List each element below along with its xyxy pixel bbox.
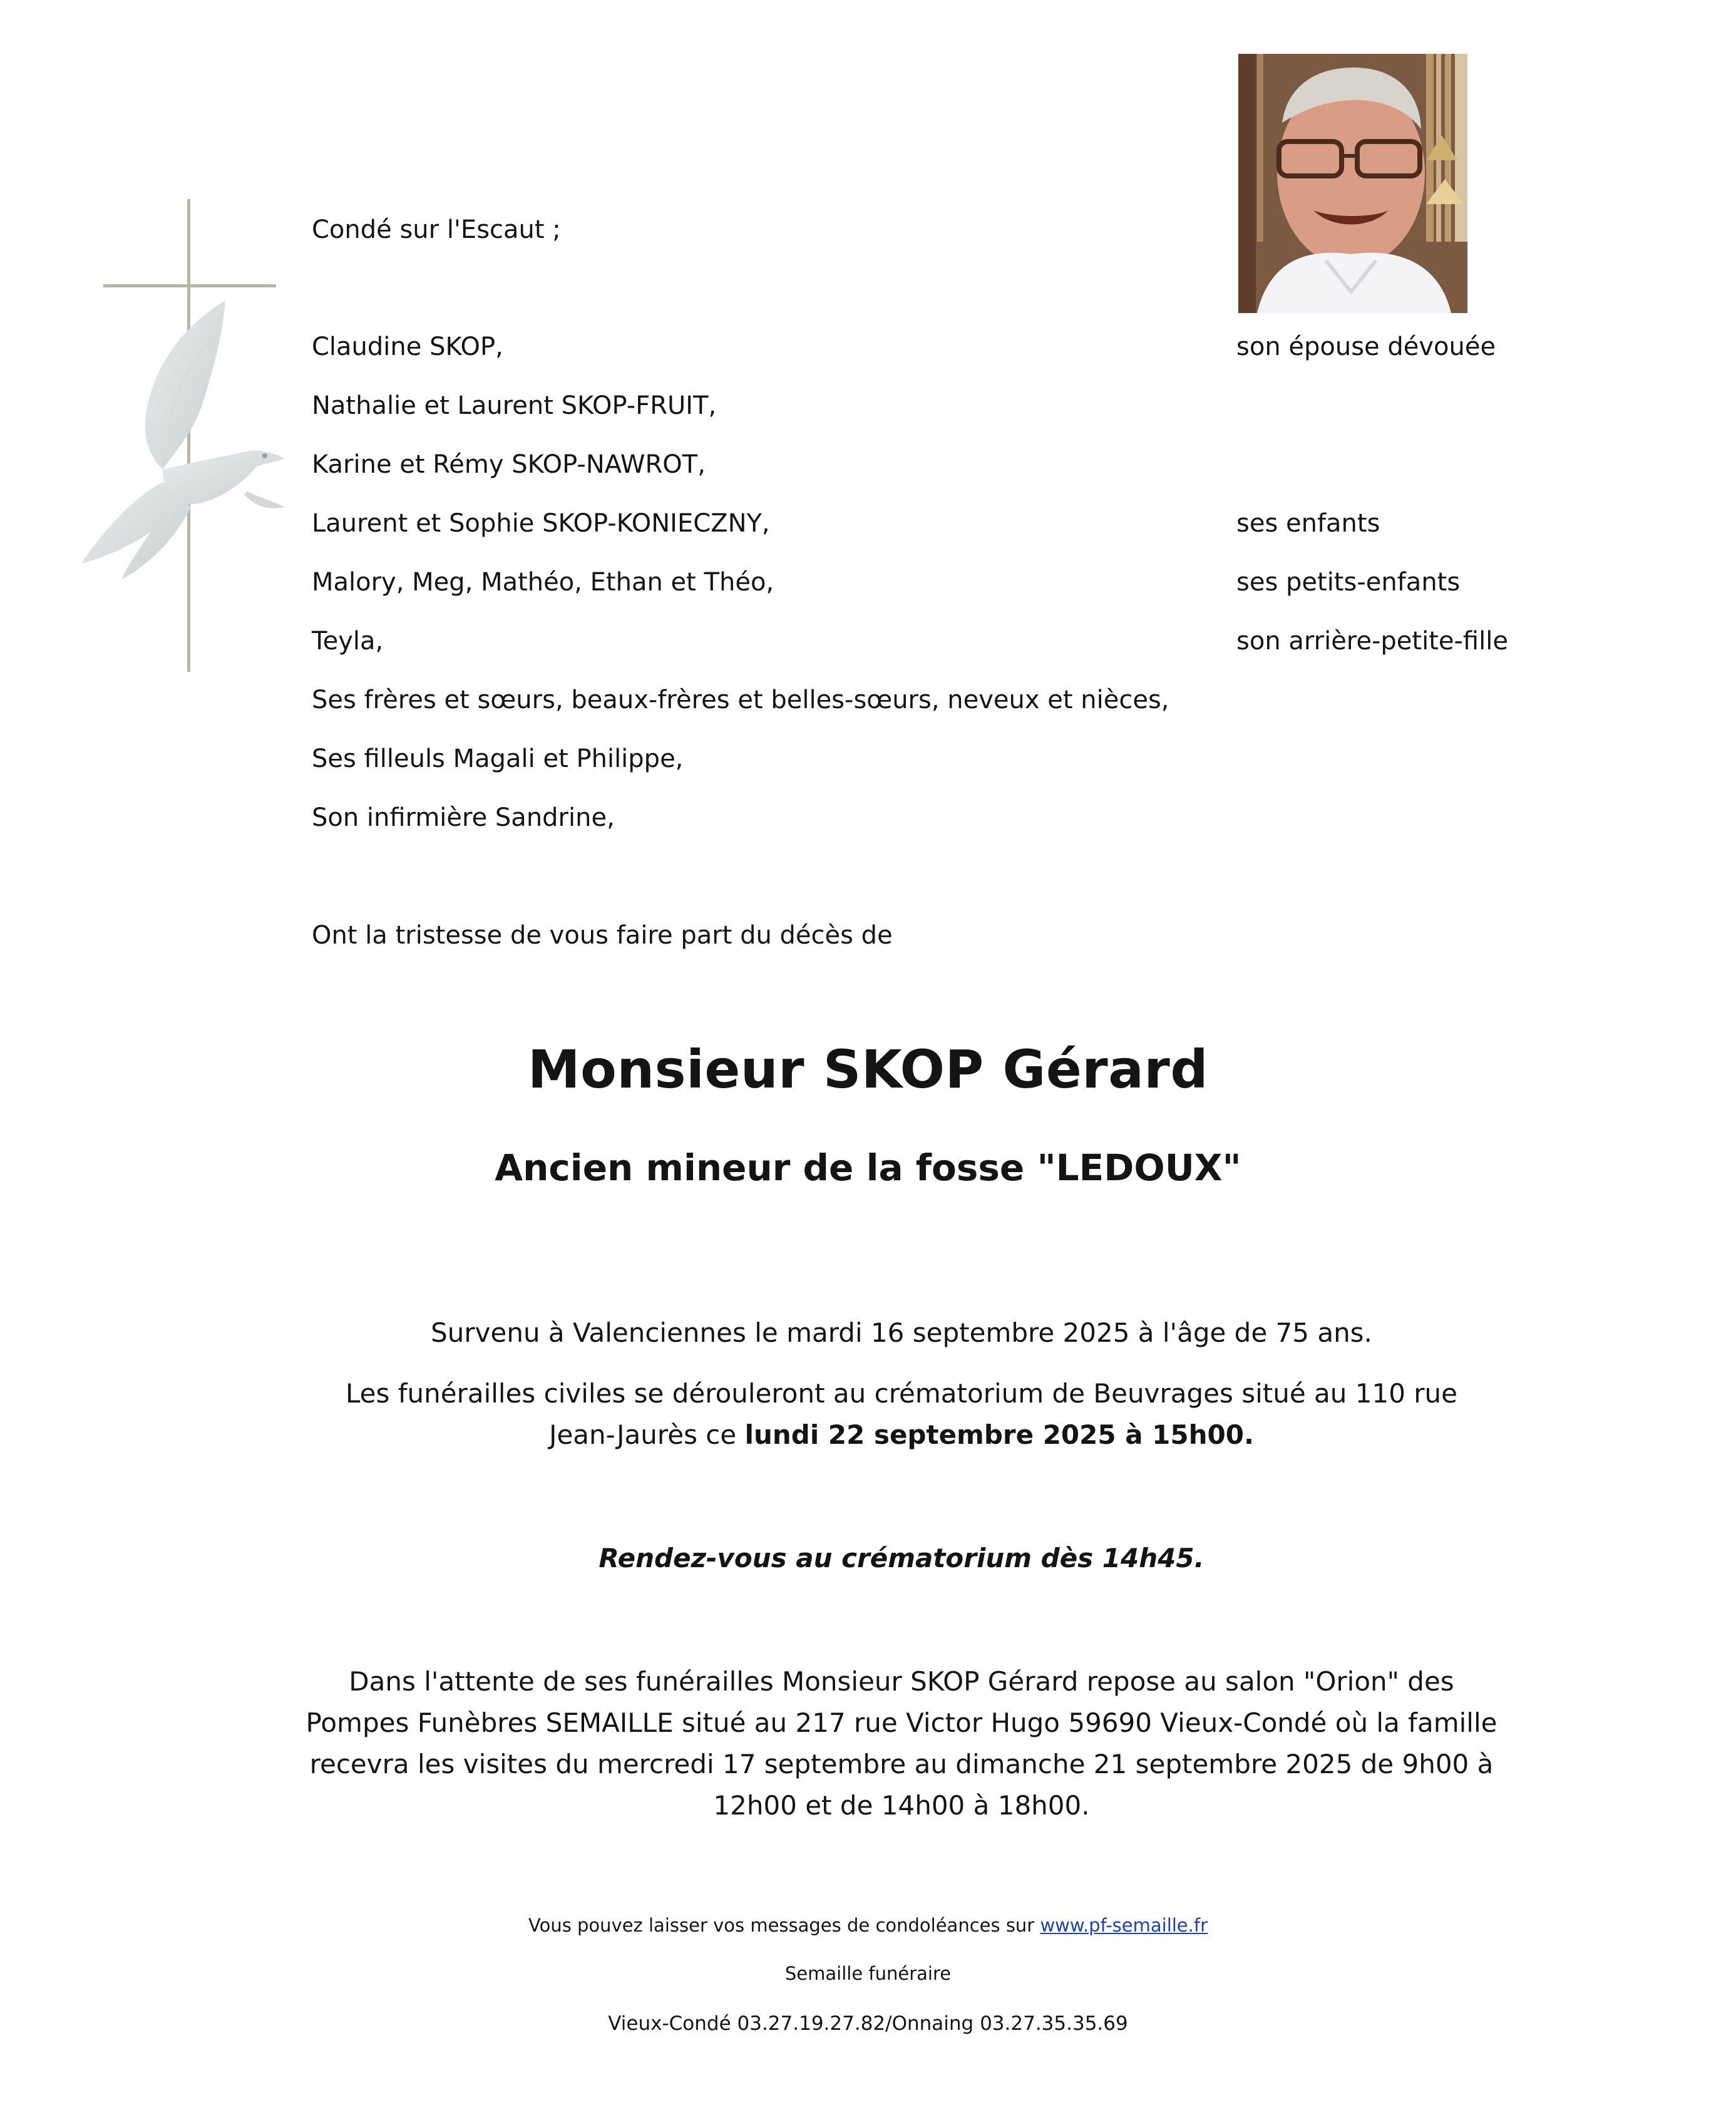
condolences-line (0, 1913, 1736, 1938)
funeral-date: lundi 22 septembre 2025 à 15h00. (744, 1419, 1254, 1450)
family-relation-6: son arrière-petite-fille (1236, 627, 1508, 656)
funeral-text: Les funérailles civiles se dérouleront au crématorium de Beuvrages situé au 110 rue Jean-Jaurès ce (345, 1378, 1458, 1450)
others-line-2: Ses filleuls Magali et Philippe, (312, 744, 684, 773)
family-relation-1: son épouse dévouée (1236, 332, 1496, 361)
location-line: Condé sur l'Escaut ; (312, 215, 561, 244)
contacts-line: Vieux-Condé 03.27.19.27.82/Onnaing 03.27.35.35.69 (608, 2012, 1128, 2035)
family-name-2: Nathalie et Laurent SKOP-FRUIT, (312, 391, 717, 420)
cross-horizontal-bar (103, 284, 276, 287)
family-relation-5: ses petits-enfants (1236, 568, 1461, 597)
occupation: Ancien mineur de la fosse "LEDOUX" (495, 1146, 1241, 1189)
family-name-1: Claudine SKOP, (312, 332, 503, 361)
family-relation-4: ses enfants (1236, 509, 1380, 538)
resting-paragraph: Dans l'attente de ses funérailles Monsieur SKOP Gérard repose au salon "Orion" des Pompes Funèbres SEMAILLE situé au 217 rue Victor Hugo 59690 Vieux-Condé où la famille recevra les visites du mercredi 17 septembre au dimanche 21 septembre 2025 de 9h00 à 12h00 et de 14h00 à 18h00. (306, 1666, 1497, 1821)
family-name-5: Malory, Meg, Mathéo, Ethan et Théo, (312, 568, 774, 597)
others-line-1: Ses frères et sœurs, beaux-frères et belles-sœurs, neveux et nièces, (312, 686, 1169, 714)
deceased-name: Monsieur SKOP Gérard (528, 1039, 1208, 1100)
condolences-link[interactable]: www.pf-semaille.fr (1040, 1915, 1208, 1936)
others-line-3: Son infirmière Sandrine, (312, 803, 615, 832)
funeral-paragraph (313, 1373, 1490, 1456)
condolences-prefix: Vous pouvez laisser vos messages de condoléances sur (528, 1915, 1035, 1936)
death-notice: Survenu à Valenciennes le mardi 16 septembre 2025 à l'âge de 75 ans. (431, 1317, 1372, 1348)
portrait-photo (1238, 54, 1467, 313)
dove-icon (69, 294, 294, 582)
rendezvous-line: Rendez-vous au crématorium dès 14h45. (598, 1543, 1204, 1573)
announcement-line: Ont la tristesse de vous faire part du décès de (312, 921, 893, 950)
family-name-4: Laurent et Sophie SKOP-KONIECZNY, (312, 509, 770, 538)
family-name-6: Teyla, (312, 627, 384, 656)
family-name-3: Karine et Rémy SKOP-NAWROT, (312, 450, 706, 479)
company-name: Semaille funéraire (784, 1963, 952, 1984)
